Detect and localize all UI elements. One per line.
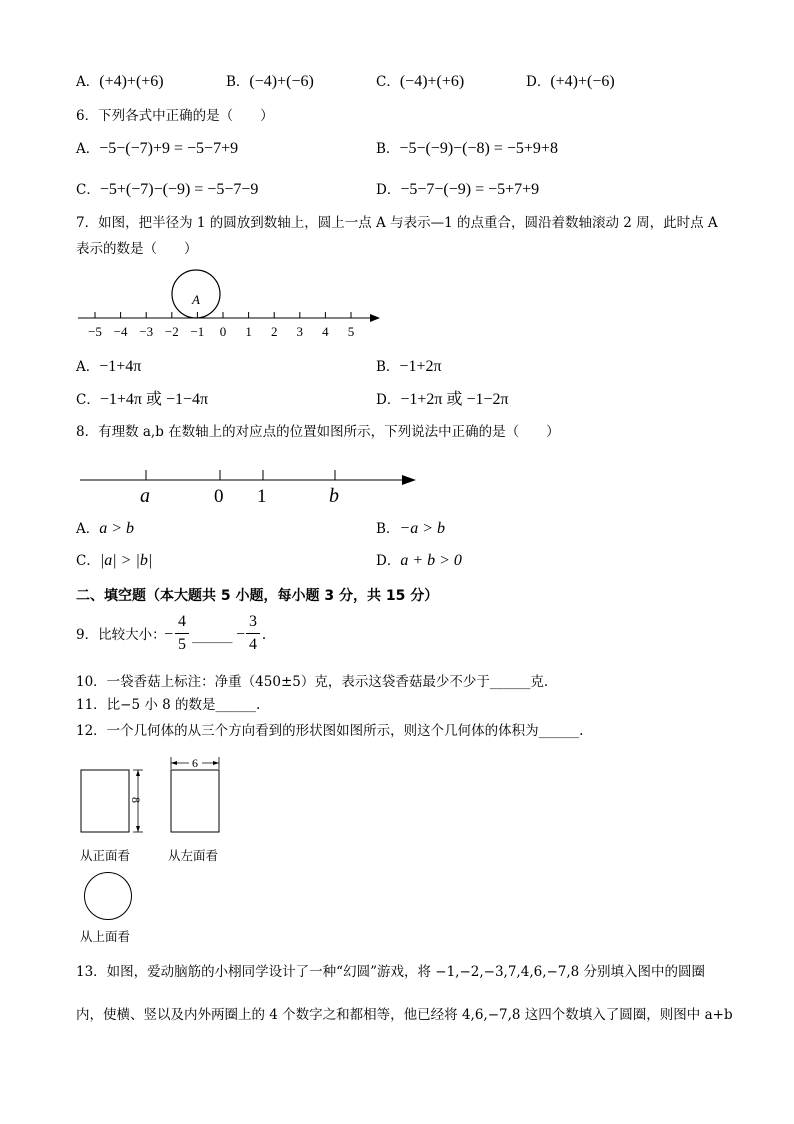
q7-option-c[interactable]: C．−1+4π 或 −1−4π	[76, 391, 209, 408]
q8-option-d[interactable]: D．a + b > 0	[376, 552, 462, 569]
q5-option-a[interactable]: A．(+4)+(+6)	[76, 73, 164, 90]
q9-fraction-2-bar	[246, 633, 260, 634]
q7-axis-arrow-icon	[370, 314, 380, 322]
q12-three-views-figure	[76, 756, 236, 836]
q9-fraction-1	[175, 613, 189, 654]
q12-height-arrow-down-icon	[136, 826, 140, 832]
q5-option-d-expr: (+4)+(−6)	[550, 73, 615, 90]
q9-end: .	[262, 626, 266, 643]
q6-option-a[interactable]: A．−5−(−7)+9 = −5−7+9	[76, 140, 239, 157]
q9-fraction-1-numerator: 4	[178, 613, 186, 630]
q5-option-d[interactable]: D．(+4)+(−6)	[526, 73, 615, 90]
q9-blank[interactable]: ______	[192, 628, 233, 644]
q10-stem: 10．一袋香菇上标注：净重（450±5）克，表示这袋香菇最少不少于______克.	[76, 674, 549, 690]
q7-tick-label: −2	[164, 324, 179, 339]
q9-fraction-1-denominator: 5	[178, 636, 186, 653]
q12-left-view-rect	[171, 770, 219, 832]
q7-tick-label: 5	[347, 324, 355, 339]
q13-stem-line2: 内，使横、竖以及内外两圈上的 4 个数字之和都相等，他已经将 4,6,−7,8 这四个数填入了圆圈，则图中 a+b	[76, 1007, 733, 1023]
q9-minus-2: −	[236, 626, 246, 643]
q6-option-b[interactable]: B．−5−(−9)−(−8) = −5+9+8	[376, 140, 558, 157]
q8-stem: 8．有理数 a,b 在数轴上的对应点的位置如图所示，下列说法中正确的是（ ）	[76, 424, 560, 440]
q9-fraction-2-denominator: 4	[249, 636, 257, 653]
q7-tick-label: 1	[245, 324, 252, 339]
q8-label-0: 0	[214, 486, 224, 507]
q11-stem: 11．比−5 小 8 的数是______.	[76, 697, 261, 713]
q12-top-view-circle	[85, 873, 132, 920]
q5-option-c-expr: (−4)+(+6)	[399, 73, 465, 90]
q12-caption-left: 从左面看	[168, 848, 219, 863]
q7-tick-label: −5	[88, 324, 102, 339]
q5-option-a-expr: (+4)+(+6)	[99, 73, 164, 90]
q9-fraction-1-bar	[175, 633, 189, 634]
q6-option-c[interactable]: C．−5+(−7)−(−9) = −5−7−9	[76, 181, 259, 198]
q12-caption-top: 从上面看	[80, 929, 131, 944]
q7-option-d[interactable]: D．−1+2π 或 −1−2π	[376, 391, 509, 408]
q7-tick-label: 4	[322, 324, 329, 339]
q7-number-line-figure	[72, 264, 392, 344]
section-heading-fill-in: 二、填空题（本大题共 5 小题，每小题 3 分，共 15 分）	[76, 588, 439, 604]
q6-stem: 6．下列各式中正确的是（ ）	[76, 108, 274, 124]
q6-option-d[interactable]: D．−5−7−(−9) = −5+7+9	[376, 181, 540, 198]
q13-stem-line1: 13．如图，爱动脑筋的小栩同学设计了一种“幻圆”游戏，将 −1,−2,−3,7,4,6,−7,8 分别填入图中的圆圈	[76, 964, 706, 980]
q8-axis-arrow-icon	[402, 475, 416, 485]
q7-stem-line1: 7．如图，把半径为 1 的圆放到数轴上，圆上一点 A 与表示—1 的点重合，圆沿着数轴滚动 2 周，此时点 A	[76, 215, 718, 231]
q7-tick-label: 0	[219, 324, 227, 339]
q7-tick-label: −4	[113, 324, 128, 339]
q12-top-view-figure	[82, 870, 136, 924]
q9-prefix: 9．比较大小：	[76, 627, 166, 643]
q9-fraction-2-numerator: 3	[249, 613, 257, 630]
q5-option-b-expr: (−4)+(−6)	[249, 73, 314, 90]
q12-width-arrow-left-icon	[171, 761, 177, 765]
q8-option-a[interactable]: A．a > b	[76, 520, 135, 537]
q7-tick-label: 2	[270, 324, 278, 339]
q7-point-label: A	[192, 292, 200, 307]
q12-caption-front: 从正面看	[80, 848, 131, 863]
q5-option-c[interactable]: C．(−4)+(+6)	[376, 73, 465, 90]
q8-option-b[interactable]: B．−a > b	[376, 520, 446, 537]
q8-label-b: b	[329, 485, 339, 507]
q7-option-a[interactable]: A．−1+4π	[76, 358, 142, 375]
q9-fraction-2	[246, 613, 260, 654]
q9-minus-1: −	[164, 626, 174, 643]
q7-stem-line2: 表示的数是（ ）	[76, 241, 198, 257]
q8-number-line-figure	[76, 462, 421, 510]
q7-tick-label: −3	[139, 324, 154, 339]
q7-tick-label: 3	[296, 324, 304, 339]
q8-label-1: 1	[257, 486, 267, 507]
q7-option-b[interactable]: B．−1+2π	[376, 358, 442, 375]
q5-option-b[interactable]: B．(−4)+(−6)	[226, 73, 314, 90]
q12-height-label: 8	[129, 797, 143, 803]
q12-height-arrow-up-icon	[136, 770, 140, 776]
q8-label-a: a	[140, 485, 150, 507]
q12-width-label: 6	[192, 756, 198, 770]
q7-tick-label: −1	[190, 324, 205, 339]
q12-front-view-rect	[81, 770, 129, 832]
q12-width-arrow-right-icon	[213, 761, 219, 765]
q12-stem: 12．一个几何体的从三个方向看到的形状图如图所示，则这个几何体的体积为______.	[76, 723, 584, 739]
q8-option-c[interactable]: C．|a| > |b|	[76, 552, 153, 569]
